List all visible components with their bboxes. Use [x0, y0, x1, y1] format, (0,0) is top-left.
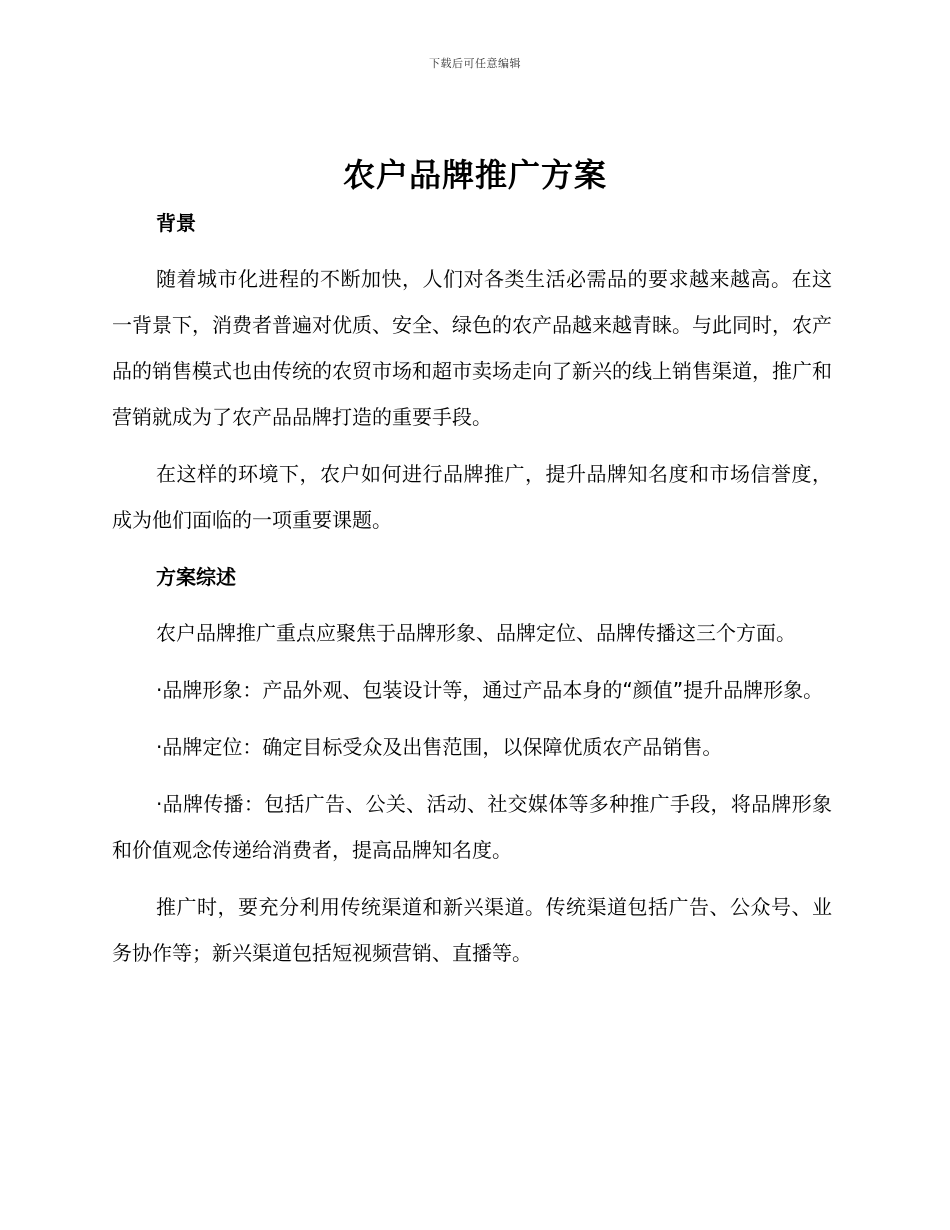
- document-body: [112, 200, 832, 976]
- bullet-paragraph-brand-image: ·品牌形象：产品外观、包装设计等，通过产品本身的“颜值”提升品牌形象。: [156, 678, 824, 702]
- paragraph: 推广时，要充分利用传统渠道和新兴渠道。传统渠道包括广告、公众号、业务协作等；新兴渠道包括短视频营销、直播等。: [112, 895, 832, 965]
- paragraph: 在这样的环境下，农户如何进行品牌推广，提升品牌知名度和市场信誉度，成为他们面临的一项重要课题。: [112, 462, 832, 532]
- document-title: 农户品牌推广方案: [342, 156, 607, 194]
- paragraph: 农户品牌推广重点应聚焦于品牌形象、品牌定位、品牌传播这三个方面。: [156, 621, 796, 645]
- paragraph: 随着城市化进程的不断加快，人们对各类生活必需品的要求越来越高。在这一背景下，消费者普遍对优质、安全、绿色的农产品越来越青睐。与此同时，农产品的销售模式也由传统的农贸市场和超市卖场走向了新兴的线上销售渠道，推广和营销就成为了农产品品牌打造的重要手段。: [112, 267, 832, 429]
- bullet-paragraph-brand-positioning: ·品牌定位：确定目标受众及出售范围，以保障优质农产品销售。: [156, 735, 723, 759]
- section-heading-overview: 方案综述: [156, 565, 236, 589]
- bullet-paragraph-brand-communication: ·品牌传播：包括广告、公关、活动、社交媒体等多种推广手段，将品牌形象和价值观念传递给消费者，提高品牌知名度。: [112, 792, 832, 862]
- section-heading-background: 背景: [156, 211, 196, 235]
- header-note: 下载后可任意编辑: [429, 57, 521, 70]
